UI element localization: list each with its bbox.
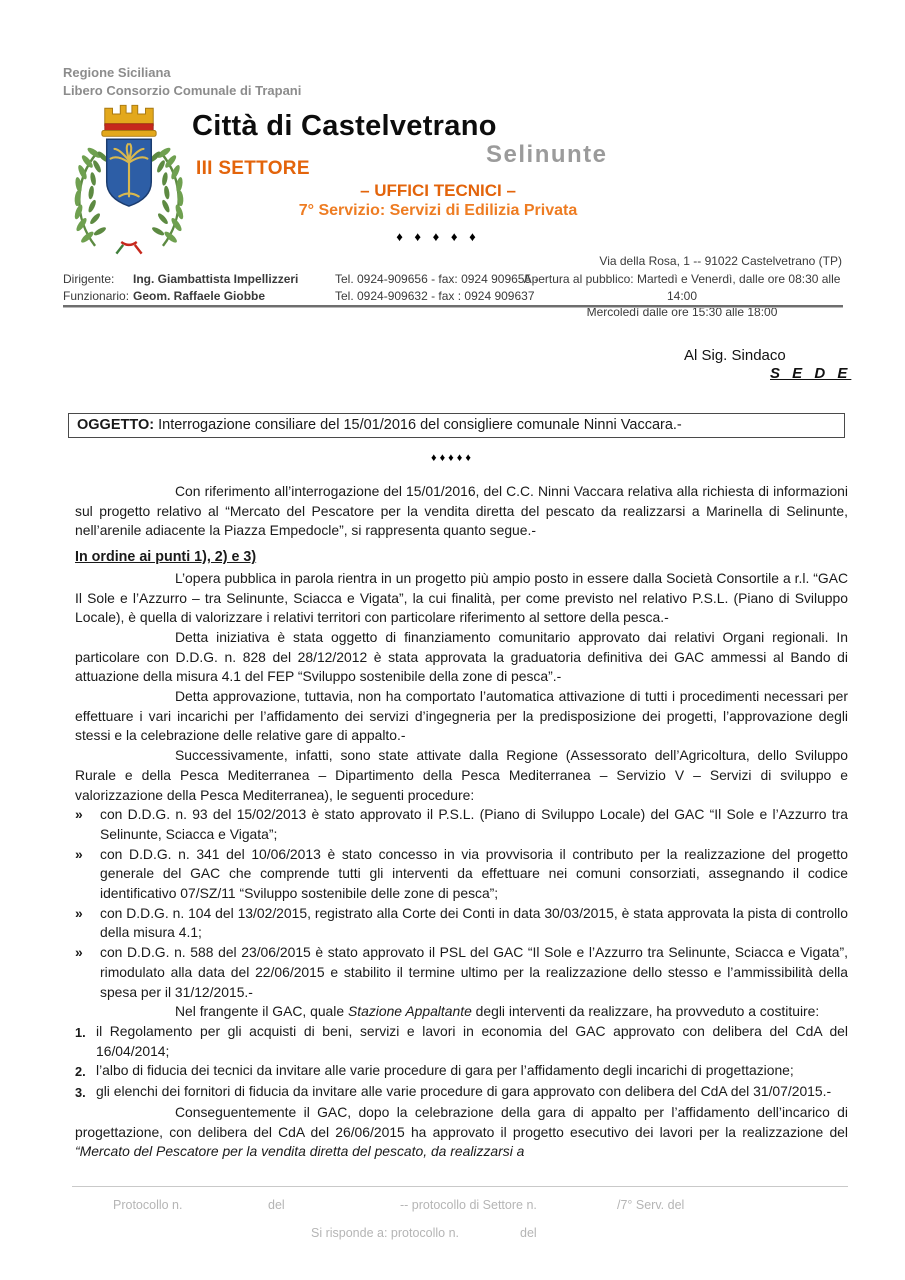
office-title: – UFFICI TECNICI –: [360, 181, 516, 200]
dirigente-name: Ing. Giambattista Impellizzeri: [133, 272, 299, 286]
numbered-item: [75, 1022, 848, 1061]
consortium-name: Libero Consorzio Comunale di Trapani: [63, 83, 302, 98]
paragraph-1: Con riferimento all’interrogazione del 15/01/2016, del C.C. Ninni Vaccara relativa alla richiesta di informazioni sul progetto relativo al “Mercato del Pescatore per la vendita diretta del pescato da realizzarsi a Marinella di Selinunte, nell’arenile adiacente la Piazza Empedocle”, si rappresenta quanto segue.-: [75, 483, 848, 539]
footer-protocollo-label: Protocollo n.: [113, 1198, 183, 1212]
numbered-item: [75, 1061, 848, 1082]
bullet-marker: »: [75, 944, 83, 961]
numbered-item: [75, 1082, 848, 1103]
numbered-marker: 2.: [75, 1064, 86, 1080]
bullet-item: [75, 805, 848, 844]
sector-title: III SETTORE: [196, 158, 310, 179]
header-divider: [63, 305, 843, 308]
paragraph-6-post: degli interventi da realizzare, ha provveduto a costituire:: [471, 1003, 820, 1020]
footer-settore-label: -- protocollo di Settore n.: [400, 1198, 537, 1212]
diamond-separator-mid: ♦♦♦♦♦: [430, 452, 475, 464]
funzionario-label: Funzionario:: [63, 288, 130, 303]
paragraph-4: Detta approvazione, tuttavia, non ha comportato l’automatica attivazione di tutti i procedimenti necessari per effettuare i vari incarichi per l’affidamento dei servizi d’ingegneria per la predisposizione dei progetti, l’approvazione degli stessi e la celebrazione delle relative gare di appalto.-: [75, 688, 848, 744]
paragraph-6: [75, 1002, 848, 1022]
bullet-item: [75, 904, 848, 943]
section-heading: In ordine ai punti 1), 2) e 3): [75, 549, 257, 566]
paragraph-5: Successivamente, infatti, sono state attivate dalla Regione (Assessorato dell’Agricoltura, dello Sviluppo Rurale e della Pesca Mediterranea – Dipartimento della Pesca Mediterranea – Servizio V – Servizi di sviluppo e valorizzazione della Pesca Mediterranea), le seguenti procedure:: [75, 747, 848, 803]
funzionario-phone: Tel. 0924-909632 - fax : 0924 909637: [335, 288, 535, 303]
bullet-text: con D.D.G. n. 341 del 10/06/2013 è stato concesso in via provvisoria il contributo per la realizzazione del progetto generale del GAC che comprende tutti gli interventi da effettuare nei comuni consorziati, assegnando il codice identificativo 07/SZ/11 “Sviluppo sostenibile delle zone di pesca”;: [100, 845, 848, 902]
diamond-separator-top: ♦ ♦ ♦ ♦ ♦: [396, 229, 480, 244]
contact-block: [63, 271, 538, 304]
numbered-text: l’albo di fiducia dei tecnici da invitare alle varie procedure di gara per l’affidamento degli incarichi di progettazione;: [96, 1062, 794, 1079]
paragraph-7: [75, 1103, 848, 1162]
city-subtitle: Selinunte: [486, 141, 608, 168]
address-line: Via della Rosa, 1 -- 91022 Castelvetrano (TP): [599, 254, 842, 268]
funzionario-name: Geom. Raffaele Giobbe: [133, 288, 266, 303]
bullet-marker: »: [75, 845, 83, 862]
bullet-text: con D.D.G. n. 93 del 15/02/2013 è stato approvato il P.S.L. (Piano di Sviluppo Locale) del GAC “Il Sole e l’Azzurro tra Selinunte, Sciacca e Vigata”;: [100, 806, 848, 842]
paragraph-7-italic: “Mercato del Pescatore per la vendita diretta del pescato, da realizzarsi a: [75, 1143, 525, 1160]
footer-del2-label: del: [520, 1226, 537, 1240]
opening-hours: [520, 271, 844, 321]
document-body: [75, 482, 848, 1162]
paragraph-7-pre: Conseguentemente il GAC, dopo la celebrazione della gara di appalto per l’affidamento dell’incarico di progettazione, con delibera del CdA del 26/06/2015 ha approvato il progetto esecutivo dei lavori per la realizzazione del: [75, 1103, 848, 1140]
paragraph-2: L’opera pubblica in parola rientra in un progetto più ampio posto in essere dalla Società Consortile a r.l. “GAC Il Sole e l’Azzurro – tra Selinunte, Sciacca e Vigata”, la cui finalità, per come previsto nel relativo P.S.L. (Piano di Sviluppo Locale), è quella di valorizzare i relativi territori con particolare riferimento al settore della pesca.-: [75, 569, 848, 626]
city-title: Città di Castelvetrano: [192, 110, 497, 142]
numbered-marker: 1.: [75, 1024, 86, 1040]
recipient-line: Al Sig. Sindaco: [684, 347, 786, 364]
opening-hours-line1: Apertura al pubblico: Martedì e Venerdì, dalle ore 08:30 alle 14:00: [523, 272, 841, 303]
region-name: Regione Siciliana: [63, 65, 171, 80]
footer-risponde-label: Si risponde a: protocollo n.: [311, 1226, 460, 1240]
recipient-sede: S E D E: [770, 365, 852, 382]
bullet-item: [75, 845, 848, 904]
bullet-text: con D.D.G. n. 104 del 13/02/2015, registrato alla Corte dei Conti in data 30/03/2015, è stata approvata la pista di controllo della misura 4.1;: [100, 904, 848, 941]
subject-box: [68, 413, 845, 438]
numbered-text: il Regolamento per gli acquisti di beni, servizi e lavori in economia del GAC approvato con delibera del CdA del 16/04/2014;: [96, 1022, 848, 1059]
service-title: 7° Servizio: Servizi di Edilizia Privata: [298, 202, 578, 219]
footer-divider: [72, 1186, 848, 1187]
dirigente-phone: Tel. 0924-909656 - fax: 0924 909655 -: [335, 272, 539, 286]
bullet-marker: »: [75, 904, 83, 921]
bullet-item: [75, 943, 848, 1002]
shield-icon: [107, 139, 152, 206]
bullet-text: con D.D.G. n. 588 del 23/06/2015 è stato approvato il PSL del GAC “Il Sole e l’Azzurro tra Selinunte, Sciacca e Vigata”, rimodulato alla data del 22/06/2015 e stabilito il termine ultimo per la realizzazione dello stesso e l’ammissibilità della spesa per il 31/12/2015.-: [100, 944, 848, 1000]
region-header: [63, 64, 301, 100]
coat-of-arms-logo: [66, 100, 192, 256]
dirigente-row: [63, 271, 538, 288]
numbered-text: gli elenchi dei fornitori di fiducia da invitare alle varie procedure di gara approvato con delibera del CdA del 31/07/2015.-: [96, 1083, 832, 1100]
ribbon-icon: [116, 242, 141, 254]
subject-label: OGGETTO:: [77, 417, 155, 433]
opening-hours-line2: Mercoledì dalle ore 15:30 alle 18:00: [586, 305, 778, 319]
dirigente-label: Dirigente:: [63, 272, 115, 286]
funzionario-row: [63, 288, 538, 305]
footer-serv-label: /7° Serv. del: [617, 1198, 685, 1212]
paragraph-6-italic: Stazione Appaltante: [347, 1003, 472, 1020]
bullet-marker: »: [75, 806, 83, 823]
paragraph-6-pre: Nel frangente il GAC, quale: [175, 1003, 348, 1020]
numbered-marker: 3.: [75, 1085, 86, 1101]
subject-text: Interrogazione consiliare del 15/01/2016 del consigliere comunale Ninni Vaccara.-: [154, 417, 682, 433]
footer-del-label: del: [268, 1198, 285, 1212]
paragraph-3: Detta iniziativa è stata oggetto di finanziamento comunitario approvato dai relativi Organi regionali. In particolare con D.D.G. n. 828 del 28/12/2012 è stata approvata la graduatoria definitiva dei GAC ammessi al Bando di attuazione della misura 4.1 del FEP “Sviluppo sostenibile della zone di pesca”.-: [75, 628, 848, 685]
crown-icon: [102, 105, 156, 136]
